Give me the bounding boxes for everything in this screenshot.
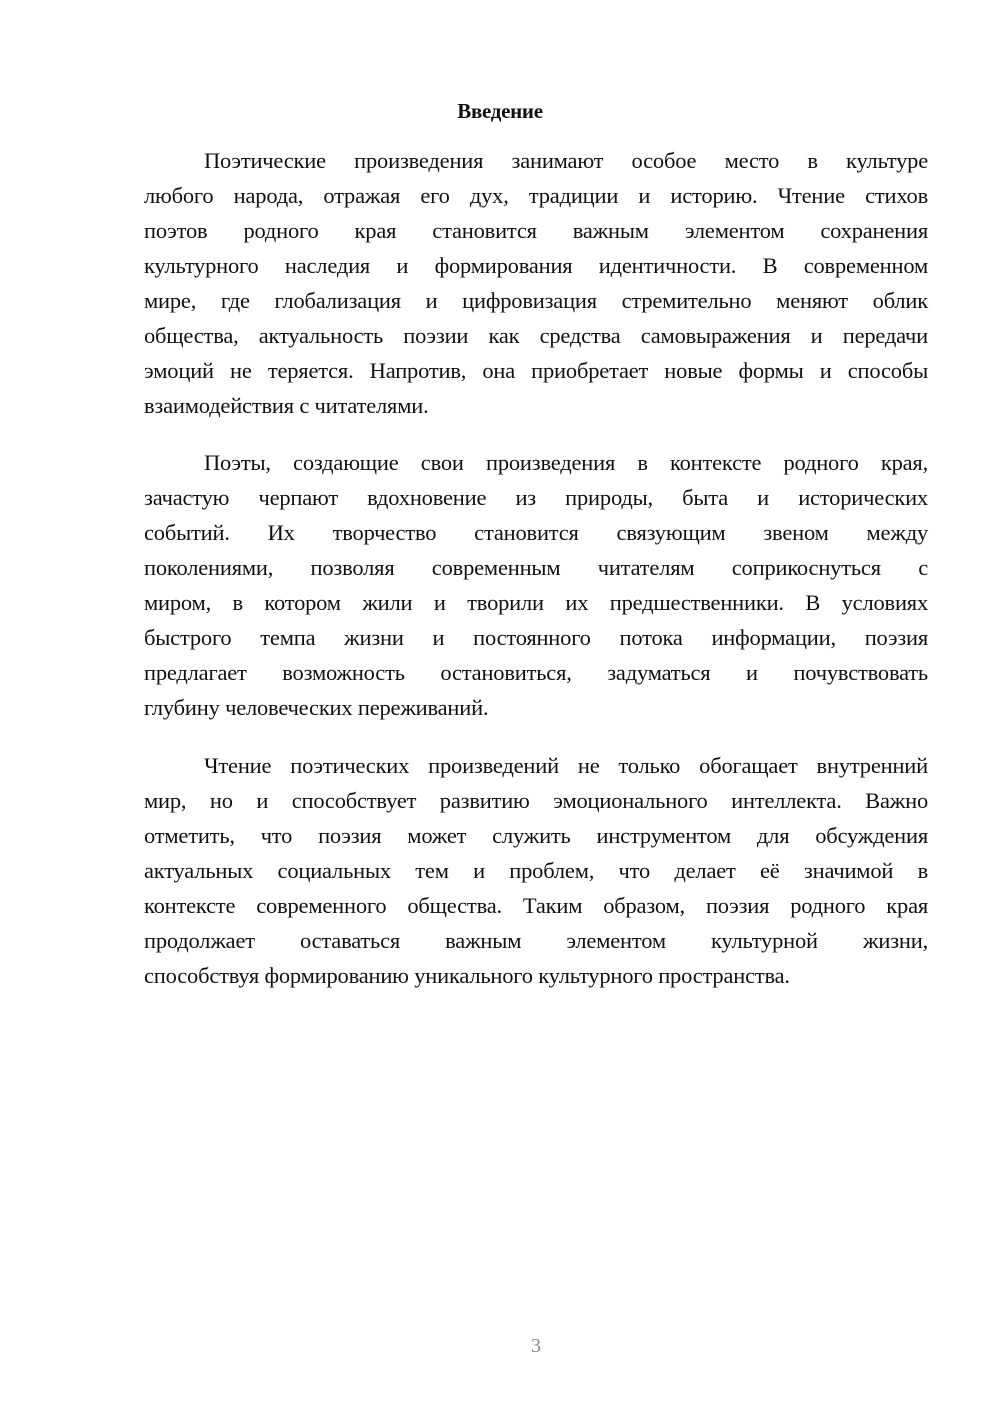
text-line: Поэтические произведения занимают особое место в культуре: [204, 148, 928, 173]
text-line: культурного наследия и формирования идентичности. В современном: [144, 253, 928, 278]
text-line: взаимодействия с читателями.: [144, 393, 429, 418]
text-line: мире, где глобализация и цифровизация стремительно меняют облик: [144, 288, 928, 313]
text-line: глубину человеческих переживаний.: [144, 695, 489, 720]
text-line: Поэты, создающие свои произведения в контексте родного края,: [204, 450, 928, 475]
text-line: быстрого темпа жизни и постоянного потока информации, поэзия: [144, 625, 928, 650]
text-line: контексте современного общества. Таким образом, поэзия родного края: [144, 893, 928, 918]
text-line: отметить, что поэзия может служить инструментом для обсуждения: [144, 823, 928, 848]
text-line: Чтение поэтических произведений не только обогащает внутренний: [204, 753, 928, 778]
text-line: любого народа, отражая его дух, традиции и историю. Чтение стихов: [144, 183, 928, 208]
text-line: продолжает оставаться важным элементом культурной жизни,: [144, 928, 928, 953]
text-line: общества, актуальность поэзии как средства самовыражения и передачи: [144, 323, 928, 348]
page-number: 3: [531, 1335, 541, 1357]
section-heading: Введение: [457, 99, 543, 123]
text-line: актуальных социальных тем и проблем, что делает её значимой в: [144, 858, 928, 883]
text-line: предлагает возможность остановиться, задуматься и почувствовать: [144, 660, 928, 685]
text-line: поколениями, позволяя современным читателям соприкоснуться с: [144, 555, 928, 580]
text-line: поэтов родного края становится важным элементом сохранения: [144, 218, 928, 243]
paragraph-2: [144, 445, 928, 725]
paragraph-1: [144, 143, 928, 423]
text-line: миром, в котором жили и творили их предшественники. В условиях: [144, 590, 928, 615]
text-line: мир, но и способствует развитию эмоционального интеллекта. Важно: [144, 788, 928, 813]
text-line: эмоций не теряется. Напротив, она приобретает новые формы и способы: [144, 358, 928, 383]
paragraph-3: [144, 748, 928, 993]
text-line: зачастую черпают вдохновение из природы, быта и исторических: [144, 485, 928, 510]
text-line: событий. Их творчество становится связующим звеном между: [144, 520, 928, 545]
text-line: способствуя формированию уникального культурного пространства.: [144, 963, 790, 988]
